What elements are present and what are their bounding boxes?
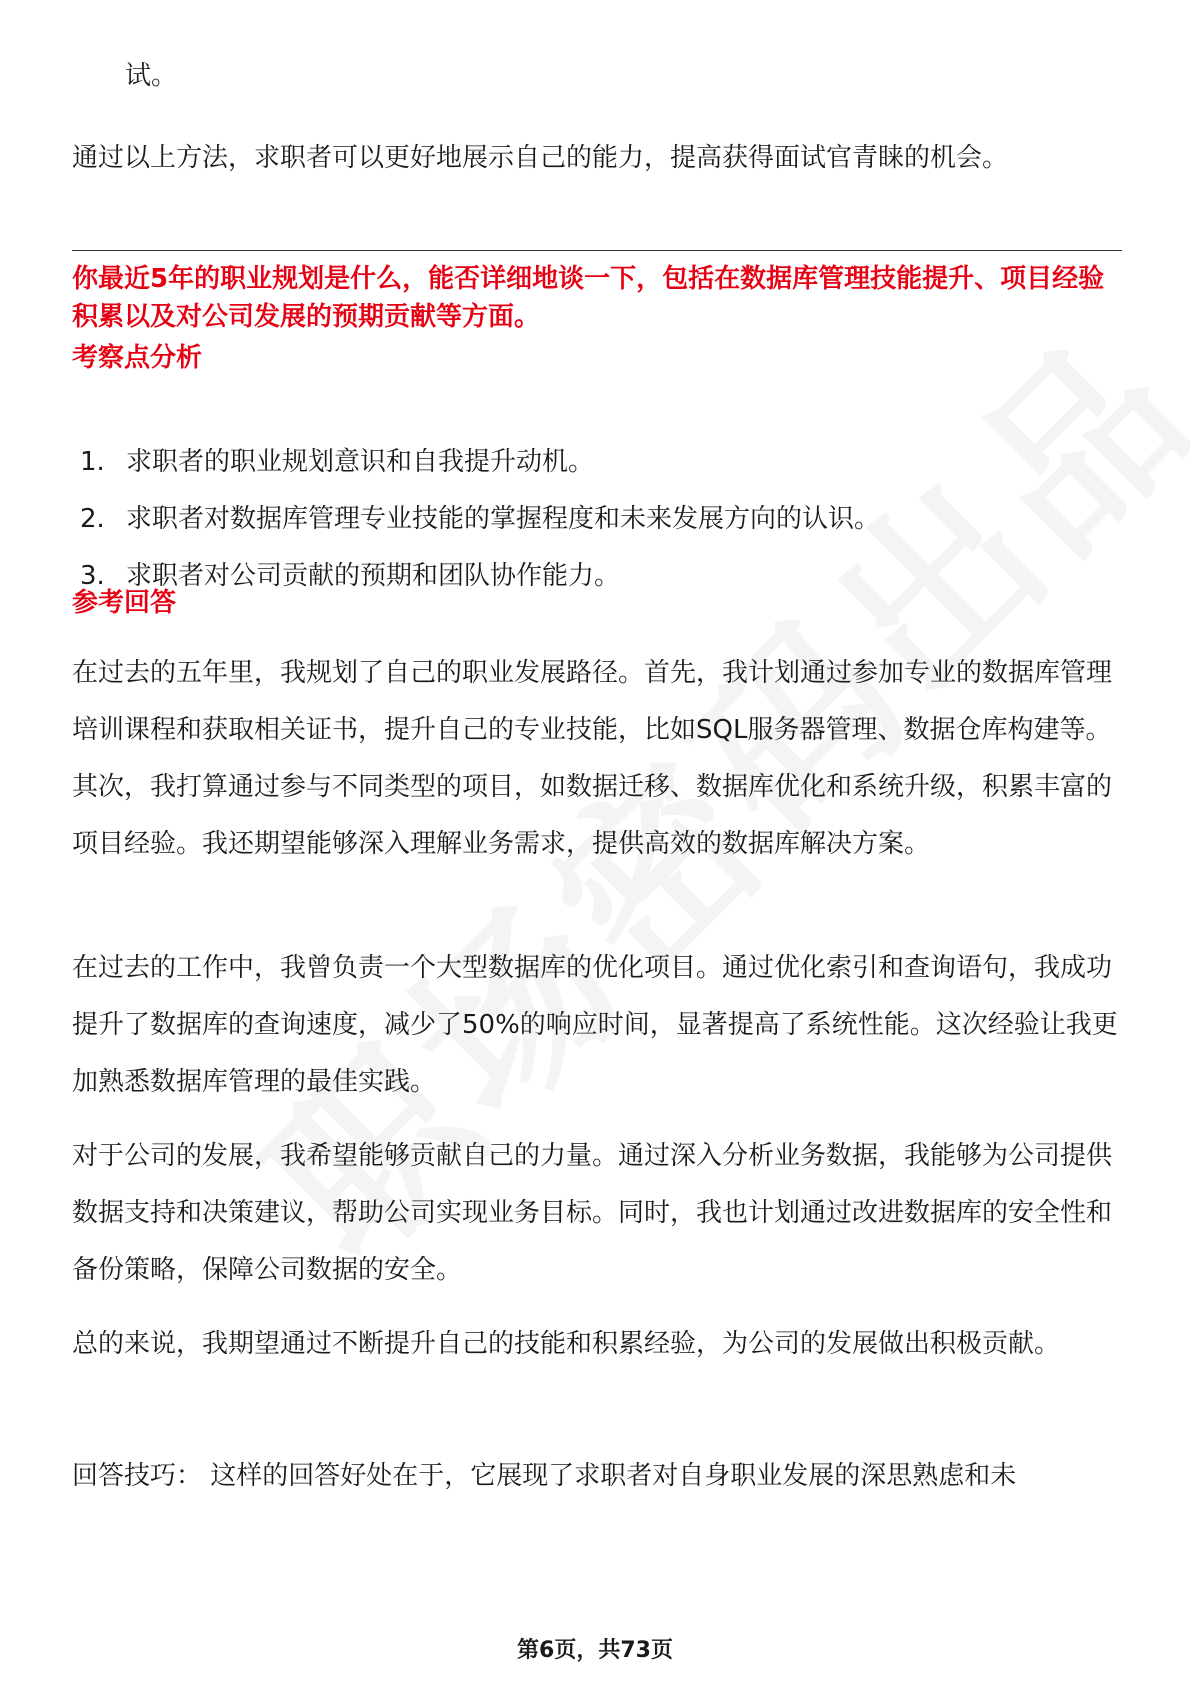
intro-continuation: 试。	[125, 61, 178, 91]
answer-paragraph-2: 在过去的工作中，我曾负责一个大型数据库的优化项目。通过优化索引和查询语句，我成功提升了数据库的查询速度，减少了50%的响应时间，显著提高了系统性能。这次经验让我更加熟悉数据库管理的最佳实践。	[72, 953, 1118, 1097]
list-item	[80, 434, 1120, 491]
analysis-list	[80, 434, 1120, 605]
interview-question: 你最近5年的职业规划是什么，能否详细地谈一下，包括在数据库管理技能提升、项目经验积累以及对公司发展的预期贡献等方面。	[72, 264, 1105, 332]
answer-heading: 参考回答	[72, 588, 177, 618]
analysis-heading: 考察点分析	[72, 343, 203, 373]
answer-paragraph-1: 在过去的五年里，我规划了自己的职业发展路径。首先，我计划通过参加专业的数据库管理培训课程和获取相关证书，提升自己的专业技能，比如SQL服务器管理、数据仓库构建等。其次，我打算通过参与不同类型的项目，如数据迁移、数据库优化和系统升级，积累丰富的项目经验。我还期望能够深入理解业务需求，提供高效的数据库解决方案。	[72, 658, 1113, 859]
list-item-number: 1.	[80, 447, 105, 477]
answer-paragraph-3: 对于公司的发展，我希望能够贡献自己的力量。通过深入分析业务数据，我能够为公司提供数据支持和决策建议，帮助公司实现业务目标。同时，我也计划通过改进数据库的安全性和备份策略，保障公司数据的安全。	[72, 1141, 1113, 1285]
section-divider	[72, 250, 1122, 251]
answer-tip: 回答技巧： 这样的回答好处在于，它展现了求职者对自身职业发展的深思熟虑和未	[72, 1461, 1017, 1491]
list-item-number: 3.	[80, 561, 105, 591]
intro-summary: 通过以上方法，求职者可以更好地展示自己的能力，提高获得面试官青睐的机会。	[72, 143, 1009, 173]
answer-paragraph-4: 总的来说，我期望通过不断提升自己的技能和积累经验，为公司的发展做出积极贡献。	[72, 1329, 1061, 1359]
list-item-text: 求职者的职业规划意识和自我提升动机。	[126, 447, 595, 477]
list-item	[80, 548, 1120, 605]
list-item-text: 求职者对公司贡献的预期和团队协作能力。	[126, 561, 621, 591]
list-item-text: 求职者对数据库管理专业技能的掌握程度和未来发展方向的认识。	[126, 504, 881, 534]
list-item-number: 2.	[80, 504, 105, 534]
list-item	[80, 491, 1120, 548]
page-number: 第6页，共73页	[517, 1638, 673, 1663]
